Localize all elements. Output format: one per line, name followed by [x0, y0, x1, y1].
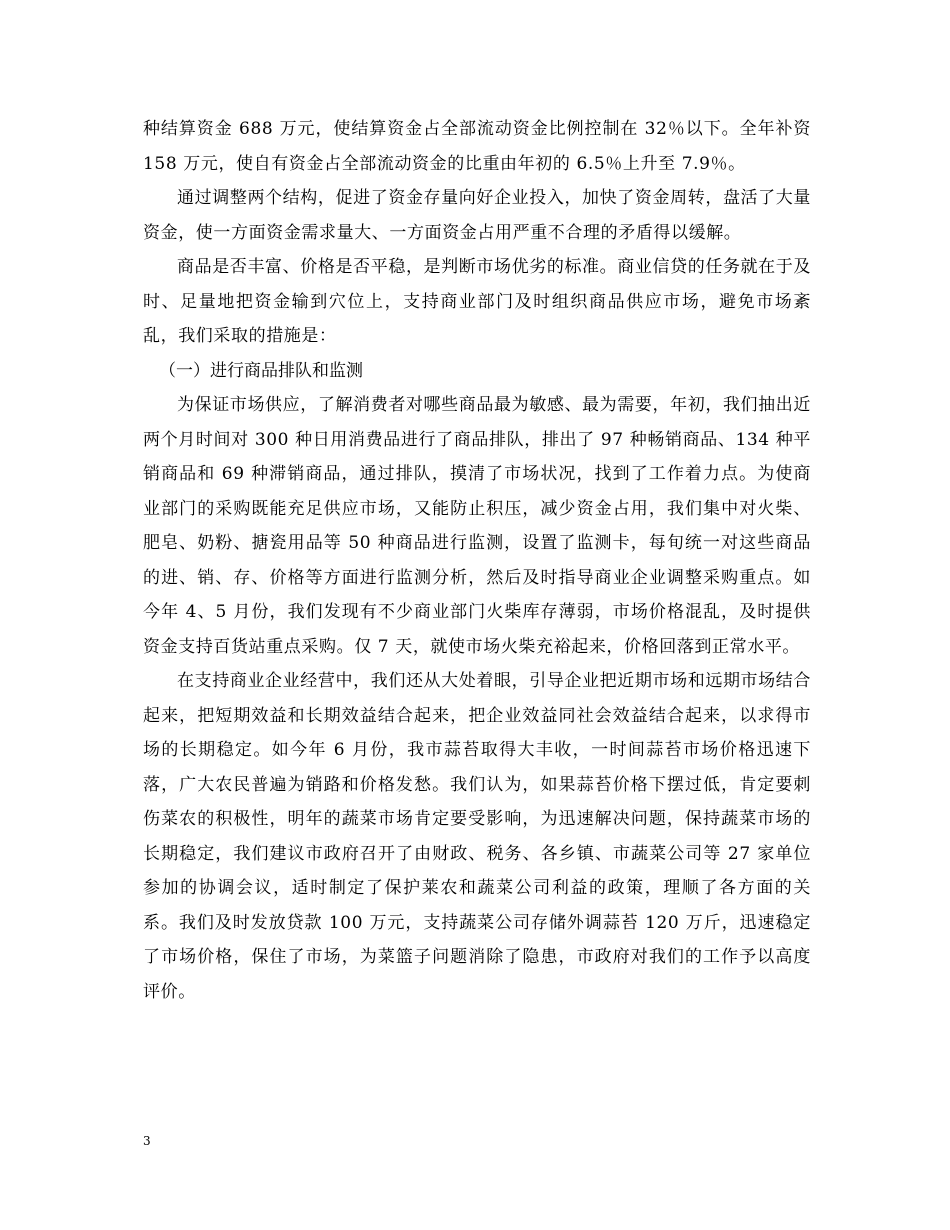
paragraph-commodity-intro: 商品是否丰富、价格是否平稳，是判断市场优劣的标准。商业信贷的任务就在于及时、足量地把资金输到穴位上，支持商业部门及时组织商品供应市场，避免市场紊乱，我们采取的措施是：: [143, 257, 811, 346]
paragraph-structure-adjustment: 通过调整两个结构，促进了资金存量向好企业投入，加快了资金周转，盘活了大量资金，使一方面资金需求量大、一方面资金占用严重不合理的矛盾得以缓解。: [143, 188, 811, 243]
paragraph-continuation: 种结算资金 688 万元，使结算资金占全部流动资金比例控制在 32％以下。全年补资 158 万元，使自有资金占全部流动资金的比重由年初的 6.5％上升至 7.9％。: [143, 119, 811, 174]
section-heading: （一）进行商品排队和监测: [159, 360, 363, 381]
paragraph-market-stability: 在支持商业企业经营中，我们还从大处着眼，引导企业把近期市场和远期市场结合起来，把短期效益和长期效益结合起来，把企业效益同社会效益结合起来，以求得市场的长期稳定。如今年 6 月份，我市蒜苔取得大丰收，一时间蒜苔市场价格迅速下落，广大农民普遍为销路和价格发愁。我们认为，如果蒜苔价格下摆过低，肯定要刺伤菜农的积极性，明年的蔬菜市场肯定要受影响，为迅速解决问题，保持蔬菜市场的长期稳定，我们建议市政府召开了由财政、税务、各乡镇、市蔬菜公司等 27 家单位参加的协调会议，适时制定了保护莱农和蔬菜公司利益的政策，理顺了各方面的关系。我们及时发放贷款 100 万元，支持蔬菜公司存储外调蒜苔 120 万斤，迅速稳定了市场价格，保住了市场，为菜篮子问题消除了隐患，市政府对我们的工作予以高度评价。: [143, 671, 811, 1002]
page-body: [143, 112, 811, 1009]
page-number: 3: [143, 1134, 151, 1148]
paragraph-commodity-monitoring: 为保证市场供应，了解消费者对哪些商品最为敏感、最为需要，年初，我们抽出近两个月时间对 300 种日用消费品进行了商品排队，排出了 97 种畅销商品、134 种平销商品和 69 种滞销商品，通过排队，摸清了市场状况，找到了工作着力点。为使商业部门的采购既能充足供应市场，又能防止积压，减少资金占用，我们集中对火柴、肥皂、奶粉、搪瓷用品等 50 种商品进行监测，设置了监测卡，每旬统一对这些商品的进、销、存、价格等方面进行监测分析，然后及时指导商业企业调整采购重点。如今年 4、5 月份，我们发现有不少商业部门火柴库存薄弱，市场价格混乱，及时提供资金支持百货站重点采购。仅 7 天，就使市场火柴充裕起来，价格回落到正常水平。: [143, 395, 811, 657]
